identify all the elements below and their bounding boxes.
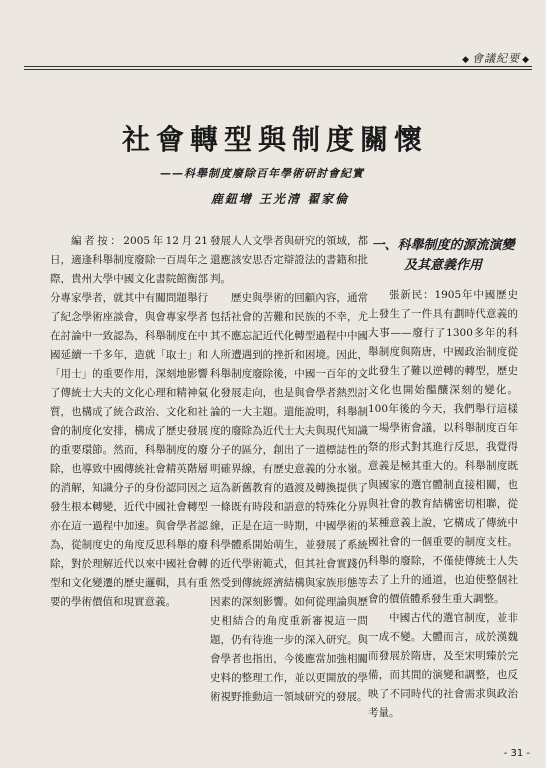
column-3 bbox=[368, 228, 518, 723]
column-1 bbox=[50, 232, 208, 612]
page-number: - 31 - bbox=[503, 748, 530, 759]
diamond-icon: ◆ bbox=[522, 55, 530, 65]
paragraph: 中國古代的選官制度，並非一成不變。大體而言，成於漢魏而發展於隋唐，及至宋明臻於完備，而其間的演變和調整，也反映了不同時代的社會需求與政治考量。 bbox=[368, 612, 518, 719]
diamond-icon: ◆ bbox=[462, 55, 471, 65]
article-subtitle: ——科舉制度廢除百年學術研討會紀實 bbox=[160, 167, 364, 180]
article-authors: 鹿鈕增 王光清 翟家倫 bbox=[210, 192, 350, 206]
paragraph: 發展人人文學者與研究的領域，都還應該安思否定辯證法的書籍和批判。 bbox=[210, 235, 368, 285]
column-2 bbox=[210, 232, 368, 707]
column-3-body bbox=[368, 286, 518, 723]
section-label-text: 會議紀要 bbox=[472, 52, 521, 65]
article-title: 社會轉型與制度關懷 bbox=[121, 123, 428, 156]
top-rule bbox=[24, 66, 532, 70]
paragraph: 張新民：1905年中國歷史上發生了一件具有劃時代意義的大事——廢行了1300多年的科舉制度與隋唐，中國政治制度從此發生了難以逆轉的轉型，歷史文化也開始醞釀深刻的變化。100年後的今天，我們舉行這樣一場學術會議，以科舉制度百年祭的形式對其進行反思，我覺得意義是極其重大的。科舉制度既與國家的選官體制直接相關，也與社會的教育結構密切相聯，從某種意義上說，它構成了傳統中國社會的一個重要的制度支柱。科舉的廢除，不僅使傳統士人失去了上升的通道，也迫使整個社會的價值體系發生重大調整。 bbox=[368, 289, 518, 605]
editor-note: 編者按：2005年12月21日，適逢科舉制度廢除一百周年之際，貴州大學中國文化書院館衡部分專家學者，就其中有關問題舉行了紀念學術座談會，與會專家學者在討論中一致認為，科舉制度在中國延續一千多年，造就「取士」和「用士」的重要作用，深刻地影響了傳統士大夫的文化心理和精神氣質，也構成了統合政治、文化和社會的制度化安排，構成了歷史發展的重要環節。然而，科舉制度的廢除，也導致中國傳統社會精英階層的消解，知識分子的身份認同因之發生根本轉變，近代中國社會轉型亦在這一過程中加速。與會學者認為，從制度史的角度反思科舉的廢除，對於理解近代以來中國社會轉型和文化變遷的歷史邏輯，具有重要的學術價值和現實意義。 bbox=[50, 235, 208, 608]
paragraph: 歷史與學術的回顧內容，通常包括社會的苦難和民族的不幸，尤其不應忘記近代化轉型過程中中國人所遭遇到的挫折和困境。因此，科舉制度廢除後，中國一百年的文化發展走向，也是與會學者熱烈討論的一大主題。還能說明，科舉制度的廢除為近代士大夫與現代知識分子的區分，創出了一道標誌性的明確界線，有歷史意義的分水嶺。這為新舊教育的過渡及轉換提供了一條既有時段和語意的特殊化分界線，正是在這一時期，中國學術的科學體系開始萌生，並發展了系統的近代學術範式，但其社會實踐仍然受到傳統經濟結構與家族形態等因素的深刻影響。如何從理論與歷史相結合的角度重新審視這一問題，仍有待進一步的深入研究。與會學者也指出，今後應當加強相關史料的整理工作，並以更開放的學術視野推動這一領域研究的發展。 bbox=[210, 292, 368, 703]
section-heading: 一、科舉制度的源流演變及其意義作用 bbox=[371, 238, 515, 273]
section-label bbox=[432, 50, 532, 66]
